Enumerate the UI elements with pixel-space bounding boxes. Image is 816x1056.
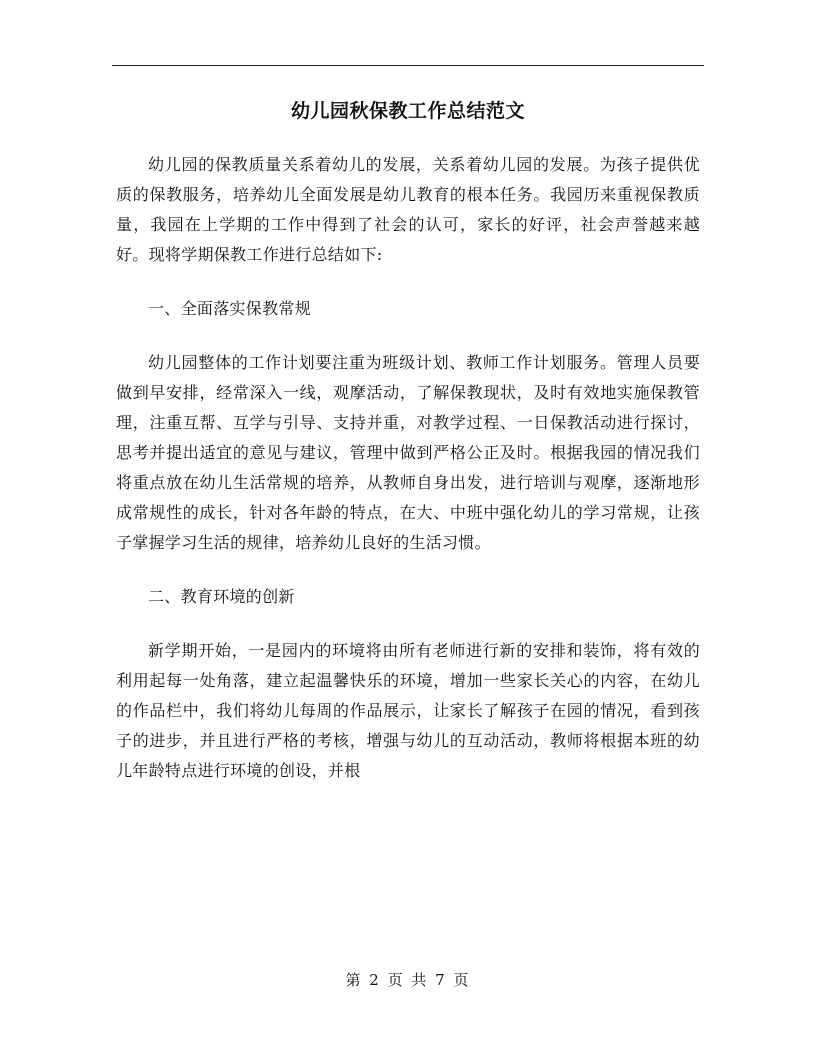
intro-paragraph: 幼儿园的保教质量关系着幼儿的发展，关系着幼儿园的发展。为孩子提供优质的保教服务，培养幼儿全面发展是幼儿教育的根本任务。我园历来重视保教质量，我园在上学期的工作中得到了社会的认可，家长的好评，社会声誉越来越好。现将学期保教工作进行总结如下: [116,155,700,264]
document-title: 幼儿园秋保教工作总结范文 [290,100,525,122]
header-rule [112,65,704,66]
section-heading-1: 一、全面落实保教常规 [148,299,312,318]
document-body [116,150,700,810]
section-heading-2: 二、教育环境的创新 [148,587,295,606]
section-2-paragraph: 新学期开始，一是园内的环境将由所有老师进行新的安排和装饰，将有效的利用起每一处角落，建立起温馨快乐的环境，增加一些家长关心的内容，在幼儿的作品栏中，我们将幼儿每周的作品展示，让家长了解孩子在园的情况，看到孩子的进步，并且进行严格的考核，增强与幼儿的互动活动，教师将根据本班的幼儿年龄特点进行环境的创设，并根 [116,641,700,780]
page-number-footer: 第 2 页 共 7 页 [345,971,471,989]
section-1-paragraph: 幼儿园整体的工作计划要注重为班级计划、教师工作计划服务。管理人员要做到早安排，经常深入一线，观摩活动，了解保教现状，及时有效地实施保教管理，注重互帮、互学与引导、支持并重，对教学过程、一日保教活动进行探讨，思考并提出适宜的意见与建议，管理中做到严格公正及时。根据我园的情况我们将重点放在幼儿生活常规的培养，从教师自身出发，进行培训与观摩，逐渐地形成常规性的成长，针对各年龄的特点，在大、中班中强化幼儿的学习常规，让孩子掌握学习生活的规律，培养幼儿良好的生活习惯。 [116,353,700,552]
